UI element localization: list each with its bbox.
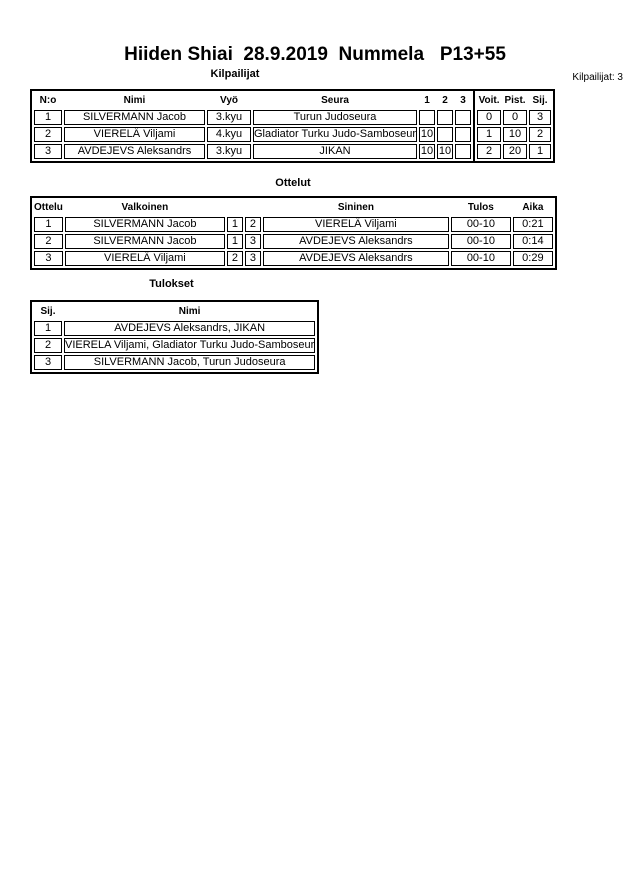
result-name: AVDEJEVS Aleksandrs, JIKAN bbox=[64, 321, 315, 336]
result-row bbox=[34, 338, 315, 353]
col-header-ottelu: Ottelu bbox=[34, 202, 63, 213]
competitor-belt: 4.kyu bbox=[207, 127, 251, 142]
white-number: 1 bbox=[227, 217, 243, 232]
competitor-name: VIERELÄ Viljami bbox=[64, 127, 205, 142]
match-result: 00-10 bbox=[451, 217, 511, 232]
blue-number: 3 bbox=[245, 234, 261, 249]
col-header-voit: Voit. bbox=[478, 95, 500, 106]
score-vs-1: 10 bbox=[420, 128, 434, 140]
col-header-sij: Sij. bbox=[40, 306, 56, 317]
competitor-club: Gladiator Turku Judo-Samboseur bbox=[254, 128, 417, 140]
standings-header-row bbox=[477, 93, 551, 108]
score-vs-3 bbox=[455, 144, 471, 159]
score-vs-2: 10 bbox=[438, 145, 452, 157]
competitor-club: JIKAN bbox=[253, 144, 417, 159]
white-name: SILVERMANN Jacob bbox=[65, 217, 225, 232]
tulokset-heading: Tulokset bbox=[149, 278, 194, 290]
points-value: 0 bbox=[503, 110, 527, 125]
col-header-nimi: Nimi bbox=[178, 306, 201, 317]
match-row bbox=[34, 234, 553, 249]
standings-row bbox=[477, 110, 551, 125]
score-vs-2 bbox=[437, 127, 453, 142]
ottelut-heading: Ottelut bbox=[275, 177, 311, 189]
wins-value: 1 bbox=[477, 127, 501, 142]
result-row bbox=[34, 355, 315, 370]
kilpailijat-heading: Kilpailijat bbox=[210, 68, 260, 80]
col-header-white-number bbox=[227, 200, 243, 215]
col-header-match2: 2 bbox=[442, 95, 448, 106]
ottelut-table bbox=[30, 196, 557, 270]
col-header-sij: Sij. bbox=[532, 95, 548, 106]
standings-row bbox=[477, 127, 551, 142]
points-value: 20 bbox=[503, 144, 527, 159]
match-number: 2 bbox=[34, 234, 63, 249]
competitor-number: 3 bbox=[34, 144, 62, 159]
result-name: SILVERMANN Jacob, Turun Judoseura bbox=[64, 355, 315, 370]
col-header-tulos: Tulos bbox=[467, 202, 494, 213]
match-row bbox=[34, 251, 553, 266]
match-result: 00-10 bbox=[451, 251, 511, 266]
score-vs-1 bbox=[419, 110, 435, 125]
competitors-count-label: Kilpailijat: 3 bbox=[572, 72, 623, 83]
blue-number: 2 bbox=[245, 217, 261, 232]
competitor-number: 1 bbox=[34, 110, 62, 125]
match-time: 0:14 bbox=[513, 234, 553, 249]
kilpailijat-table bbox=[30, 89, 475, 163]
col-header-match1: 1 bbox=[424, 95, 430, 106]
wins-value: 2 bbox=[477, 144, 501, 159]
result-place: 1 bbox=[34, 321, 62, 336]
place-value: 3 bbox=[529, 110, 551, 125]
white-name: VIERELÄ Viljami bbox=[65, 251, 225, 266]
col-header-valkoinen: Valkoinen bbox=[121, 202, 169, 213]
kilpailijat-standings-table bbox=[473, 89, 555, 163]
result-row bbox=[34, 321, 315, 336]
col-header-nimi: Nimi bbox=[123, 95, 146, 106]
competitor-row bbox=[34, 110, 471, 125]
competitor-belt: 3.kyu bbox=[207, 144, 251, 159]
col-header-pist: Pist. bbox=[504, 95, 526, 106]
score-vs-3 bbox=[455, 110, 471, 125]
kilpailijat-header-row bbox=[34, 93, 471, 108]
score-vs-2 bbox=[437, 110, 453, 125]
blue-name: AVDEJEVS Aleksandrs bbox=[263, 234, 449, 249]
col-header-match3: 3 bbox=[460, 95, 466, 106]
blue-name: VIERELÄ Viljami bbox=[263, 217, 449, 232]
white-number: 2 bbox=[227, 251, 243, 266]
place-value: 1 bbox=[529, 144, 551, 159]
tulokset-header-row bbox=[34, 304, 315, 319]
white-name: SILVERMANN Jacob bbox=[65, 234, 225, 249]
competitor-belt: 3.kyu bbox=[207, 110, 251, 125]
competitor-name: SILVERMANN Jacob bbox=[64, 110, 205, 125]
col-header-vyo: Vyö bbox=[220, 95, 238, 106]
ottelut-header-row bbox=[34, 200, 553, 215]
col-header-seura: Seura bbox=[321, 95, 349, 106]
match-number: 3 bbox=[34, 251, 63, 266]
tulokset-section bbox=[30, 300, 319, 374]
competitor-row bbox=[34, 127, 471, 142]
blue-number: 3 bbox=[245, 251, 261, 266]
score-vs-3 bbox=[455, 127, 471, 142]
col-header-aika: Aika bbox=[522, 202, 544, 213]
col-header-blue-number bbox=[245, 200, 261, 215]
result-place: 3 bbox=[34, 355, 62, 370]
match-row bbox=[34, 217, 553, 232]
match-result: 00-10 bbox=[451, 234, 511, 249]
white-number: 1 bbox=[227, 234, 243, 249]
result-place: 2 bbox=[34, 338, 62, 353]
place-value: 2 bbox=[529, 127, 551, 142]
standings-row bbox=[477, 144, 551, 159]
col-header-sininen: Sininen bbox=[337, 202, 374, 213]
wins-value: 0 bbox=[477, 110, 501, 125]
competitor-name: AVDEJEVS Aleksandrs bbox=[64, 144, 205, 159]
ottelut-section bbox=[30, 196, 557, 270]
kilpailijat-section bbox=[30, 89, 555, 163]
page-title: Hiiden Shiai 28.9.2019 Nummela P13+55 bbox=[124, 44, 506, 65]
competitor-club: Turun Judoseura bbox=[253, 110, 417, 125]
blue-name: AVDEJEVS Aleksandrs bbox=[263, 251, 449, 266]
match-time: 0:21 bbox=[513, 217, 553, 232]
score-vs-1: 10 bbox=[420, 145, 434, 157]
tulokset-table bbox=[30, 300, 319, 374]
result-name: VIERELA Viljami, Gladiator Turku Judo-Samboseur bbox=[65, 339, 315, 351]
competitor-number: 2 bbox=[34, 127, 62, 142]
match-time: 0:29 bbox=[513, 251, 553, 266]
competitor-row bbox=[34, 144, 471, 159]
col-header-no: N:o bbox=[39, 95, 57, 106]
match-number: 1 bbox=[34, 217, 63, 232]
points-value: 10 bbox=[503, 127, 527, 142]
